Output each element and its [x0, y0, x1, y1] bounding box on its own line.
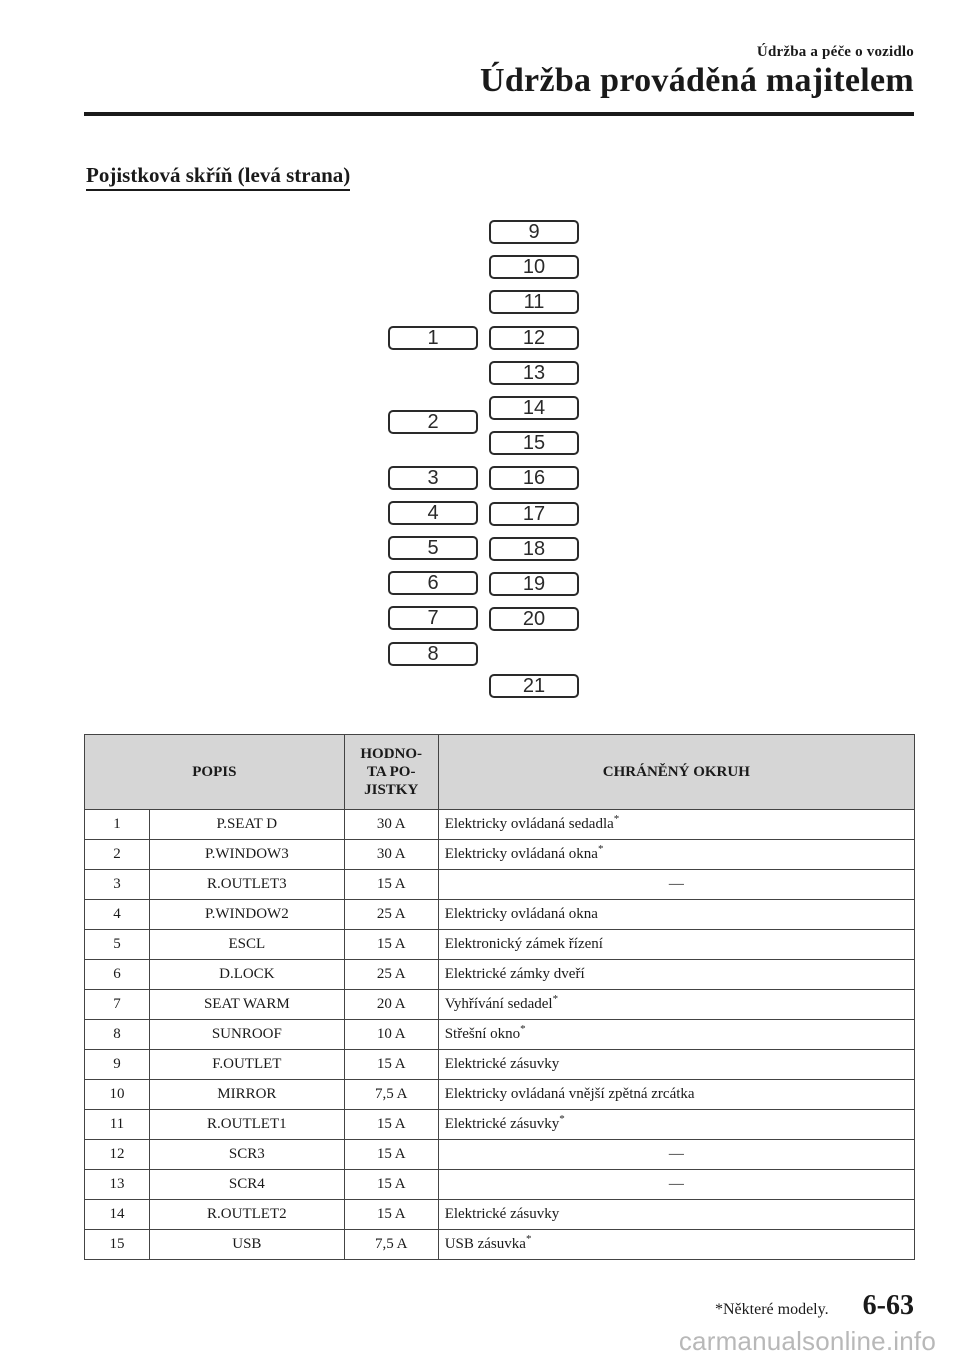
- footnote-marker: *: [525, 1233, 532, 1245]
- fuse-number-cell-text: 9: [113, 1056, 121, 1072]
- protected-circuit-cell: [438, 990, 914, 1020]
- fuse-rating-cell: [344, 810, 438, 840]
- fuse-rating-cell-text: 15 A: [376, 1206, 406, 1222]
- fuse-name-cell: [149, 990, 344, 1020]
- fuse-number-cell-text: 7: [113, 996, 121, 1012]
- protected-circuit-cell-text: USB zásuvka: [444, 1236, 526, 1252]
- fuse-name-cell-text: P.SEAT D: [216, 816, 278, 832]
- protected-circuit-cell: [438, 1170, 914, 1200]
- table-row: [85, 810, 915, 840]
- fuse-slot-17: 17: [489, 502, 579, 526]
- fuse-rating-cell-text: 15 A: [376, 1056, 406, 1072]
- fuse-rating-cell: [344, 870, 438, 900]
- fuse-rating-cell-text: 30 A: [376, 816, 406, 832]
- fuse-name-cell-text: P.WINDOW2: [204, 906, 289, 922]
- footnote: *Některé modely.: [715, 1301, 829, 1318]
- header-section-label: Údržba a péče o vozidlo: [756, 44, 914, 60]
- fuse-table: [84, 734, 915, 1260]
- fuse-number-cell: [85, 1170, 150, 1200]
- footnote-marker: *: [552, 993, 559, 1005]
- protected-circuit-cell: [438, 870, 914, 900]
- fuse-number-cell-text: 10: [109, 1086, 125, 1102]
- fuse-rating-cell-text: 25 A: [376, 906, 406, 922]
- protected-circuit-cell-text: Elektrické zásuvky: [444, 1116, 560, 1132]
- fuse-number-cell: [85, 1230, 150, 1260]
- fuse-rating-cell: [344, 1140, 438, 1170]
- footnote-marker: *: [613, 813, 620, 825]
- fuse-slot-10: 10: [489, 255, 579, 279]
- table-row: [85, 930, 915, 960]
- fuse-slot-13: 13: [489, 361, 579, 385]
- header-popis: POPIS: [85, 735, 345, 810]
- fuse-name-cell: [149, 930, 344, 960]
- page-title: Údržba prováděná majitelem: [479, 62, 914, 99]
- header-okruh: CHRÁNĚNÝ OKRUH: [438, 735, 914, 810]
- fuse-number-cell-text: 13: [109, 1176, 125, 1192]
- protected-circuit-cell: [438, 1020, 914, 1050]
- protected-circuit-cell-text: —: [668, 1146, 684, 1162]
- table-row: [85, 1020, 915, 1050]
- protected-circuit-cell-text: —: [668, 1176, 684, 1192]
- fuse-name-cell-text: P.WINDOW3: [204, 846, 289, 862]
- fuse-name-cell: [149, 1020, 344, 1050]
- fuse-rating-cell: [344, 1020, 438, 1050]
- fuse-slot-20: 20: [489, 607, 579, 631]
- protected-circuit-cell: [438, 1110, 914, 1140]
- table-row: [85, 870, 915, 900]
- fuse-rating-cell: [344, 1170, 438, 1200]
- fuse-slot-21: 21: [489, 674, 579, 698]
- fuse-rating-cell: [344, 900, 438, 930]
- fuse-slot-4: 4: [388, 501, 478, 525]
- fuse-name-cell: [149, 1200, 344, 1230]
- fuse-number-cell: [85, 930, 150, 960]
- fuse-name-cell-text: MIRROR: [217, 1086, 277, 1102]
- fuse-number-cell-text: 3: [113, 876, 121, 892]
- protected-circuit-cell-text: Elektricky ovládaná vnější zpětná zrcátka: [444, 1086, 695, 1102]
- fuse-name-cell: [149, 1170, 344, 1200]
- table-row: [85, 840, 915, 870]
- fuse-rating-cell-text: 15 A: [376, 1146, 406, 1162]
- fuse-name-cell: [149, 870, 344, 900]
- fuse-name-cell: [149, 900, 344, 930]
- fuse-number-cell: [85, 990, 150, 1020]
- table-row: [85, 900, 915, 930]
- fuse-rating-cell: [344, 960, 438, 990]
- fuse-rating-cell: [344, 1050, 438, 1080]
- fuse-name-cell: [149, 960, 344, 990]
- fuse-name-cell-text: R.OUTLET1: [207, 1116, 287, 1132]
- fuse-rating-cell-text: 10 A: [376, 1026, 406, 1042]
- fuse-number-cell: [85, 1050, 150, 1080]
- fuse-name-cell-text: SEAT WARM: [203, 996, 290, 1012]
- protected-circuit-cell-text: Střešní okno: [444, 1026, 521, 1042]
- fuse-name-cell: [149, 1110, 344, 1140]
- fuse-number-cell: [85, 870, 150, 900]
- fuse-name-cell: [149, 1080, 344, 1110]
- protected-circuit-cell-text: Elektricky ovládaná okna: [444, 846, 598, 862]
- fuse-rating-cell-text: 15 A: [376, 936, 406, 952]
- fuse-rating-cell-text: 30 A: [376, 846, 406, 862]
- fuse-slot-15: 15: [489, 431, 579, 455]
- fuse-rating-cell-text: 7,5 A: [374, 1236, 408, 1252]
- fuse-number-cell: [85, 1020, 150, 1050]
- fuse-slot-6: 6: [388, 571, 478, 595]
- section-title: Pojistková skříň (levá strana): [86, 163, 350, 191]
- protected-circuit-cell-text: Elektronický zámek řízení: [444, 936, 603, 952]
- protected-circuit-cell: [438, 1080, 914, 1110]
- fuse-name-cell-text: SCR3: [228, 1146, 265, 1162]
- fuse-slot-14: 14: [489, 396, 579, 420]
- fuse-number-cell-text: 12: [109, 1146, 125, 1162]
- fuse-number-cell-text: 5: [113, 936, 121, 952]
- fuse-slot-8: 8: [388, 642, 478, 666]
- protected-circuit-cell: [438, 840, 914, 870]
- protected-circuit-cell: [438, 900, 914, 930]
- fuse-rating-cell-text: 15 A: [376, 1116, 406, 1132]
- fuse-number-cell: [85, 1200, 150, 1230]
- protected-circuit-cell-text: —: [668, 876, 684, 892]
- fuse-number-cell: [85, 1080, 150, 1110]
- fuse-slot-3: 3: [388, 466, 478, 490]
- fuse-rating-cell: [344, 1200, 438, 1230]
- header-divider: [84, 112, 914, 116]
- protected-circuit-cell-text: Elektricky ovládaná sedadla: [444, 816, 614, 832]
- table-row: [85, 1110, 915, 1140]
- fuse-name-cell: [149, 1230, 344, 1260]
- fuse-slot-2: 2: [388, 410, 478, 434]
- protected-circuit-cell: [438, 1140, 914, 1170]
- fuse-number-cell-text: 8: [113, 1026, 121, 1042]
- fuse-number-cell: [85, 900, 150, 930]
- table-row: [85, 1050, 915, 1080]
- fuse-rating-cell: [344, 990, 438, 1020]
- fuse-name-cell-text: SCR4: [228, 1176, 265, 1192]
- protected-circuit-cell-text: Elektrické zásuvky: [444, 1206, 560, 1222]
- fuse-rating-cell: [344, 1110, 438, 1140]
- fuse-rating-cell: [344, 840, 438, 870]
- fuse-name-cell-text: D.LOCK: [219, 966, 275, 982]
- fuse-slot-12: 12: [489, 326, 579, 350]
- table-row: [85, 990, 915, 1020]
- fuse-name-cell-text: R.OUTLET3: [207, 876, 287, 892]
- protected-circuit-cell-text: Elektrické zámky dveří: [444, 966, 585, 982]
- fuse-rating-cell-text: 15 A: [376, 876, 406, 892]
- table-row: [85, 1080, 915, 1110]
- protected-circuit-cell: [438, 930, 914, 960]
- fuse-number-cell-text: 14: [109, 1206, 125, 1222]
- protected-circuit-cell: [438, 1230, 914, 1260]
- fuse-slot-5: 5: [388, 536, 478, 560]
- protected-circuit-cell-text: Elektrické zásuvky: [444, 1056, 560, 1072]
- fuse-number-cell: [85, 960, 150, 990]
- fuse-slot-16: 16: [489, 466, 579, 490]
- protected-circuit-cell-text: Vyhřívání sedadel: [444, 996, 553, 1012]
- table-row: [85, 1140, 915, 1170]
- table-row: [85, 1230, 915, 1260]
- fuse-rating-cell-text: 25 A: [376, 966, 406, 982]
- fuse-slot-9: 9: [489, 220, 579, 244]
- fuse-rating-cell-text: 20 A: [376, 996, 406, 1012]
- fuse-slot-1: 1: [388, 326, 478, 350]
- table-header-row: [85, 735, 915, 810]
- fuse-slot-7: 7: [388, 606, 478, 630]
- table-row: [85, 1170, 915, 1200]
- fuse-number-cell-text: 6: [113, 966, 121, 982]
- fuse-rating-cell: [344, 930, 438, 960]
- protected-circuit-cell: [438, 1200, 914, 1230]
- fuse-name-cell: [149, 840, 344, 870]
- fuse-rating-cell: [344, 1080, 438, 1110]
- fuse-slot-19: 19: [489, 572, 579, 596]
- fuse-slot-11: 11: [489, 290, 579, 314]
- fuse-name-cell-text: SUNROOF: [211, 1026, 282, 1042]
- fuse-number-cell: [85, 840, 150, 870]
- fuse-rating-cell: [344, 1230, 438, 1260]
- fuse-rating-cell-text: 7,5 A: [374, 1086, 408, 1102]
- fuse-number-cell: [85, 810, 150, 840]
- fuse-name-cell-text: ESCL: [228, 936, 266, 952]
- protected-circuit-cell: [438, 810, 914, 840]
- fuse-number-cell-text: 2: [113, 846, 121, 862]
- fuse-number-cell: [85, 1140, 150, 1170]
- page-number: 6-63: [862, 1290, 914, 1321]
- header-hodnota: HODNO- TA PO- JISTKY: [344, 735, 438, 810]
- watermark: carmanualsonline.info: [678, 1326, 936, 1356]
- fuse-name-cell-text: R.OUTLET2: [207, 1206, 287, 1222]
- fuse-number-cell-text: 4: [113, 906, 121, 922]
- footnote-marker: *: [597, 843, 604, 855]
- protected-circuit-cell: [438, 1050, 914, 1080]
- fuse-number-cell-text: 11: [109, 1116, 125, 1132]
- fuse-name-cell: [149, 810, 344, 840]
- protected-circuit-cell-text: Elektricky ovládaná okna: [444, 906, 598, 922]
- fuse-name-cell: [149, 1140, 344, 1170]
- footnote-marker: *: [520, 1023, 526, 1035]
- fuse-rating-cell-text: 15 A: [376, 1176, 406, 1192]
- fuse-number-cell-text: 15: [109, 1236, 125, 1252]
- fuse-number-cell: [85, 1110, 150, 1140]
- fuse-number-cell-text: 1: [113, 816, 121, 832]
- table-row: [85, 960, 915, 990]
- footnote-marker: *: [559, 1113, 565, 1125]
- protected-circuit-cell: [438, 960, 914, 990]
- fuse-name-cell-text: USB: [232, 1236, 262, 1252]
- fuse-slot-18: 18: [489, 537, 579, 561]
- table-row: [85, 1200, 915, 1230]
- fuse-name-cell-text: F.OUTLET: [212, 1056, 282, 1072]
- fuse-name-cell: [149, 1050, 344, 1080]
